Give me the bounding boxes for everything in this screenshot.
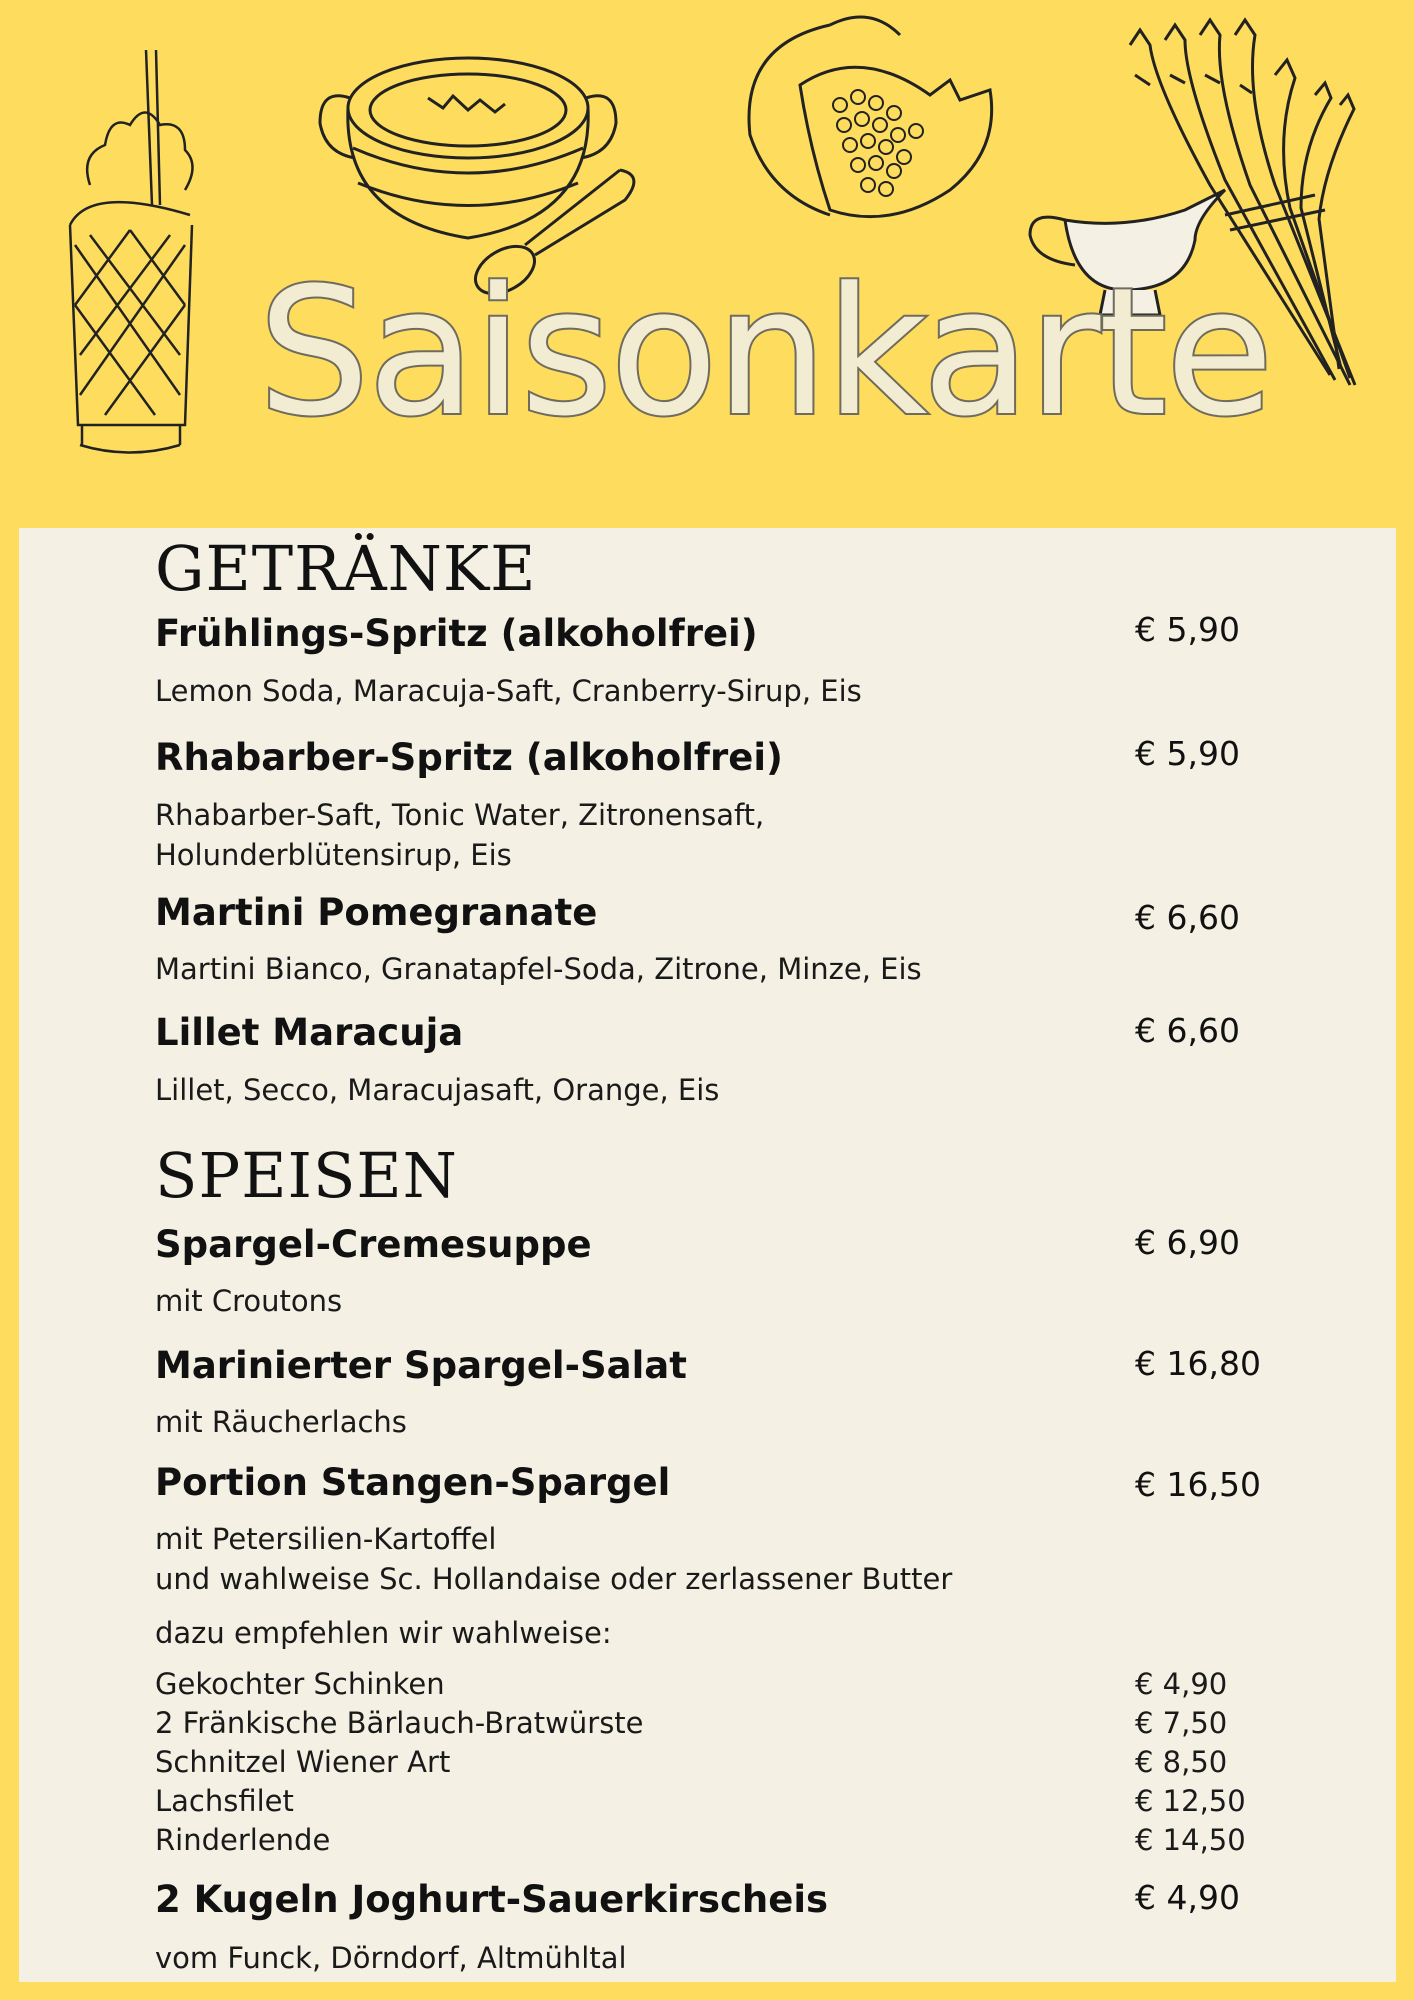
menu-item-price: € 6,90 bbox=[1135, 1223, 1240, 1262]
menu-item-name: 2 Kugeln Joghurt-Sauerkirscheis bbox=[155, 1878, 829, 1921]
menu-item-description: mit Petersilien-Kartoffel bbox=[155, 1522, 497, 1556]
pomegranate-icon bbox=[740, 5, 1020, 245]
side-option-price: € 4,90 bbox=[1135, 1667, 1228, 1701]
menu-item-description: mit Räucherlachs bbox=[155, 1405, 407, 1439]
menu-item-name: Portion Stangen-Spargel bbox=[155, 1461, 671, 1504]
recommendation-label: dazu empfehlen wir wahlweise: bbox=[155, 1616, 612, 1650]
side-option-name: 2 Fränkische Bärlauch-Bratwürste bbox=[155, 1706, 644, 1740]
page-title: Saisonkarte bbox=[258, 250, 1272, 455]
menu-item-description: mit Croutons bbox=[155, 1284, 343, 1318]
section-heading-food: SPEISEN bbox=[155, 1139, 458, 1212]
menu-item-description: vom Funck, Dörndorf, Altmühltal bbox=[155, 1941, 627, 1975]
menu-item-price: € 16,80 bbox=[1135, 1344, 1261, 1383]
side-option-name: Rinderlende bbox=[155, 1823, 331, 1857]
side-option-name: Lachsfilet bbox=[155, 1784, 294, 1818]
section-heading-drinks: GETRÄNKE bbox=[155, 532, 537, 605]
side-option-price: € 7,50 bbox=[1135, 1706, 1228, 1740]
menu-item-description: Rhabarber-Saft, Tonic Water, Zitronensaft, bbox=[155, 798, 765, 832]
menu-item-description: Martini Bianco, Granatapfel-Soda, Zitrone, Minze, Eis bbox=[155, 952, 922, 986]
menu-item-price: € 5,90 bbox=[1135, 734, 1240, 773]
side-option-price: € 8,50 bbox=[1135, 1745, 1228, 1779]
menu-item-price: € 5,90 bbox=[1135, 610, 1240, 649]
menu-item-price: € 16,50 bbox=[1135, 1465, 1261, 1504]
menu-item-name: Martini Pomegranate bbox=[155, 891, 598, 934]
side-option-name: Schnitzel Wiener Art bbox=[155, 1745, 451, 1779]
menu-item-price: € 4,90 bbox=[1135, 1878, 1240, 1917]
menu-item-name: Rhabarber-Spritz (alkoholfrei) bbox=[155, 736, 783, 779]
menu-item-name: Spargel-Cremesuppe bbox=[155, 1223, 592, 1266]
menu-item-description: Lemon Soda, Maracuja-Saft, Cranberry-Sirup, Eis bbox=[155, 674, 862, 708]
side-option-price: € 14,50 bbox=[1135, 1823, 1246, 1857]
menu-item-description: Holunderblütensirup, Eis bbox=[155, 838, 512, 872]
menu-item-price: € 6,60 bbox=[1135, 1011, 1240, 1050]
side-option-name: Gekochter Schinken bbox=[155, 1667, 445, 1701]
menu-item-name: Frühlings-Spritz (alkoholfrei) bbox=[155, 612, 758, 655]
menu-item-name: Marinierter Spargel-Salat bbox=[155, 1344, 687, 1387]
menu-item-price: € 6,60 bbox=[1135, 898, 1240, 937]
cocktail-glass-icon bbox=[60, 45, 200, 485]
side-option-price: € 12,50 bbox=[1135, 1784, 1246, 1818]
menu-item-name: Lillet Maracuja bbox=[155, 1011, 464, 1054]
menu-item-description: und wahlweise Sc. Hollandaise oder zerlassener Butter bbox=[155, 1562, 953, 1596]
header bbox=[0, 0, 1414, 528]
menu-item-description: Lillet, Secco, Maracujasaft, Orange, Eis bbox=[155, 1073, 720, 1107]
